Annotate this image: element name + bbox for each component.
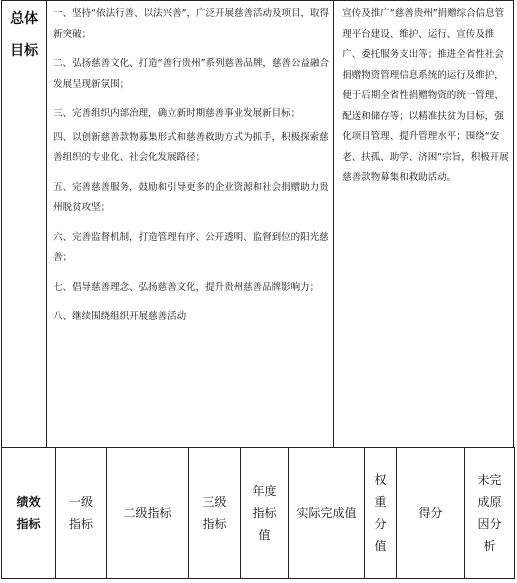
goal-text-right bbox=[334, 1, 514, 448]
goal-item-5: 五、完善慈善服务，鼓励和引导更多的企业资源和社会捐赠助力贵州脱贫攻坚； bbox=[53, 181, 329, 213]
overall-goal-label-cell bbox=[2, 1, 47, 448]
header-level1-indicator: 一级指标 bbox=[56, 448, 107, 579]
goal-item-8: 八、继续围绕组织开展慈善活动 bbox=[53, 311, 187, 322]
performance-label-cell bbox=[2, 448, 56, 579]
performance-indicator-header-table bbox=[1, 447, 515, 579]
goal-item-2: 二、弘扬慈善文化、打造“善行贵州”系列慈善品牌，慈善公益融合发展呈现新氛围； bbox=[53, 58, 330, 90]
goal-list-left bbox=[47, 1, 334, 448]
header-score: 得分 bbox=[397, 448, 465, 579]
overall-goal-table bbox=[1, 0, 514, 448]
goal-item-1: 一、坚持“依法行善、以法兴善”，广泛开展慈善活动及项目，取得新突破； bbox=[53, 8, 330, 40]
goal-item-7: 七、倡导慈善理念、弘扬慈善文化，提升贵州慈善品牌影响力； bbox=[53, 281, 320, 293]
overall-goal-label-line-1: 总体 bbox=[10, 11, 39, 27]
header-level3-indicator: 三级指标 bbox=[189, 448, 241, 579]
goal-item-3: 三、完善组织内部治理，确立新时期慈善事业发展新目标； bbox=[53, 108, 301, 119]
header-weight-score: 权重分值 bbox=[365, 448, 397, 579]
goal-item-4: 四、以创新慈善款物募集形式和慈善救助方式为抓手，积极探索慈善组织的专业化、社会化发展路径； bbox=[53, 131, 329, 163]
goal-item-6: 六、完善监督机制，打造管理有序、公开透明、监督到位的阳光慈善； bbox=[53, 231, 329, 263]
overall-goal-label-line-2: 目标 bbox=[10, 43, 39, 59]
header-annual-target: 年度指标值 bbox=[241, 448, 289, 579]
performance-label-line-2: 指标 bbox=[16, 517, 41, 531]
header-incomplete-reason: 未完成原因分析 bbox=[465, 448, 515, 579]
header-actual-value: 实际完成值 bbox=[289, 448, 365, 579]
goal-right-paragraph: 宣传及推广“慈善贵州”捐赠综合信息管理平台建设、维护、运行、宣传及推广、委托服务支出等；推进全省性社会捐赠物资管理信息系统的运行及维护，便于后期全省性捐赠物资的统一管理、配送和储存等；以精准扶贫为目标，强化项目管理、提升管理水平；围绕“安老、扶孤、助学、济困”宗旨，积极开展慈善款物募集和救助活动。 bbox=[342, 8, 509, 183]
header-level2-indicator: 二级指标 bbox=[107, 448, 189, 579]
performance-label-line-1: 绩效 bbox=[16, 495, 41, 509]
